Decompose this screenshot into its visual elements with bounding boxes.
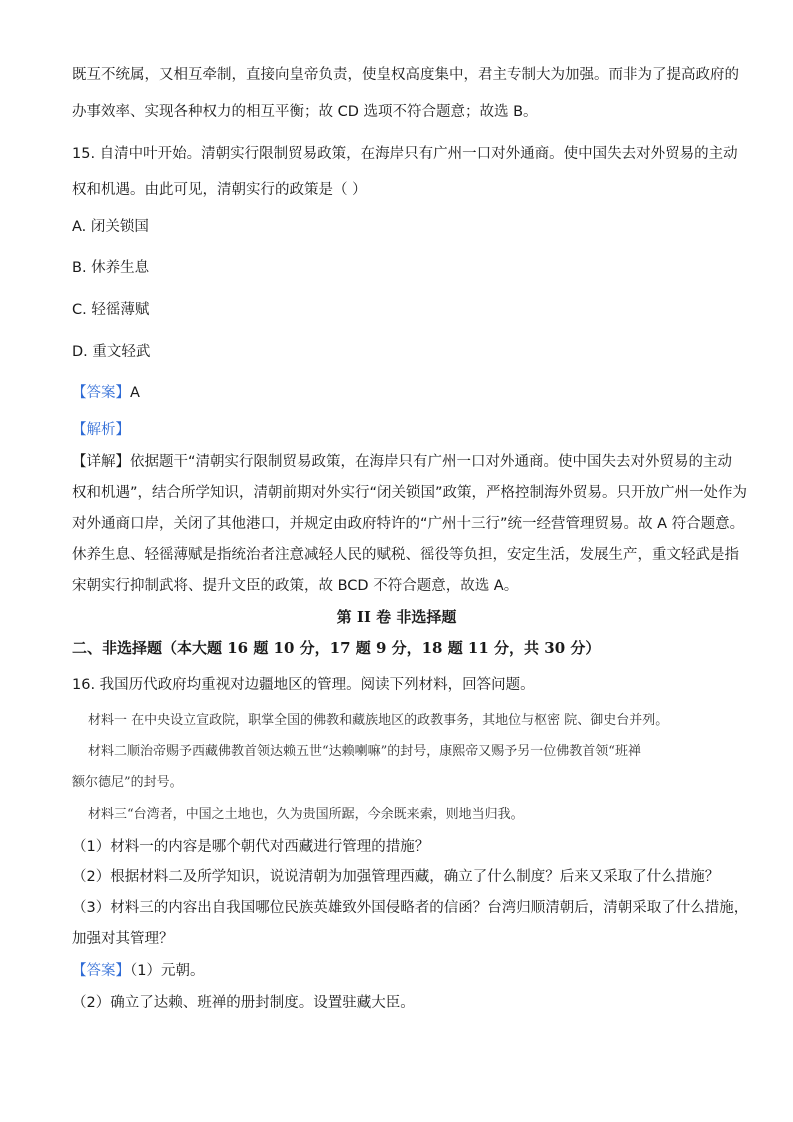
question-15-stem-2: 权和机遇。由此可见，清朝实行的政策是（ ） [72, 182, 367, 198]
detail-line-2: 权和机遇”，结合所学知识，清朝前期对外实行“闭关锁国”政策，严格控制海外贸易。只开放广州一处作为 [72, 485, 748, 501]
option-b: B. 休养生息 [72, 260, 150, 276]
material-2-line-1: 材料二顺治帝赐予西藏佛教首领达赖五世“达赖喇嘛”的封号，康熙帝又赐予另一位佛教首领“班禅 [88, 744, 641, 759]
q16-answer-tag: 【答案】 [72, 963, 130, 979]
material-3: 材料三“台湾者，中国之土地也，久为贵国所踞，今余既来索，则地当归我。 [88, 807, 524, 822]
question-15-stem-1: 15. 自清中叶开始。清朝实行限制贸易政策，在海岸只有广州一口对外通商。使中国失去对外贸易的主动 [72, 146, 738, 162]
sub-question-2: （2）根据材料二及所学知识，说说清朝为加强管理西藏，确立了什么制度？后来又采取了什么措施？ [72, 869, 720, 885]
q16-answer-1: （1）元朝。 [130, 963, 205, 979]
detail-line-4: 休养生息、轻徭薄赋是指统治者注意减轻人民的赋税、徭役等负担，安定生活，发展生产，重文轻武是指 [72, 547, 739, 563]
sub-question-1: （1）材料一的内容是哪个朝代对西藏进行管理的措施？ [72, 839, 430, 855]
q16-answer-2: （2）确立了达赖、班禅的册封制度。设置驻藏大臣。 [72, 995, 415, 1011]
detail-line-1: 【详解】依据题干“清朝实行限制贸易政策，在海岸只有广州一口对外通商。使中国失去对外贸易的主动 [72, 454, 733, 470]
detail-tag: 【详解】 [72, 454, 130, 470]
material-2-line-2: 额尔德尼”的封号。 [72, 775, 183, 790]
detail-line-5: 宋朝实行抑制武将、提升文臣的政策，故 BCD 不符合题意，故选 A。 [72, 578, 519, 594]
option-a: A. 闭关锁国 [72, 219, 149, 235]
answer-tag: 【答案】 [72, 385, 130, 401]
option-d: D. 重文轻武 [72, 344, 151, 360]
analysis-row [72, 419, 732, 441]
option-c: C. 轻徭薄赋 [72, 302, 150, 318]
volume-title: 第 II 卷 非选择题 [336, 608, 457, 626]
q16-answer-row [72, 960, 732, 982]
material-1: 材料一 在中央设立宣政院，职掌全国的佛教和藏族地区的政教事务，其地位与枢密 院、御史台并列。 [88, 713, 669, 728]
intro-line-2: 办事效率、实现各种权力的相互平衡；故 CD 选项不符合题意；故选 B。 [72, 104, 538, 120]
section-heading: 二、非选择题（本大题 16 题 10 分，17 题 9 分，18 题 11 分，共 30 分） [72, 639, 601, 657]
detail-line-3: 对外通商口岸，关闭了其他港口，并规定由政府特许的“广州十三行”统一经营管理贸易。故 A 符合题意。 [72, 516, 745, 532]
question-16-stem: 16. 我国历代政府均重视对边疆地区的管理。阅读下列材料，回答问题。 [72, 677, 535, 693]
analysis-tag: 【解析】 [72, 422, 130, 438]
answer-row [72, 382, 732, 404]
answer-value: A [130, 385, 140, 401]
intro-line-1: 既互不统属，又相互牵制，直接向皇帝负责，使皇权高度集中，君主专制大为加强。而非为了提高政府的 [72, 67, 739, 83]
sub-question-3-line-2: 加强对其管理？ [72, 931, 174, 947]
sub-question-3-line-1: （3）材料三的内容出自我国哪位民族英雄致外国侵略者的信函？台湾归顺清朝后，清朝采取了什么措施， [72, 900, 749, 916]
